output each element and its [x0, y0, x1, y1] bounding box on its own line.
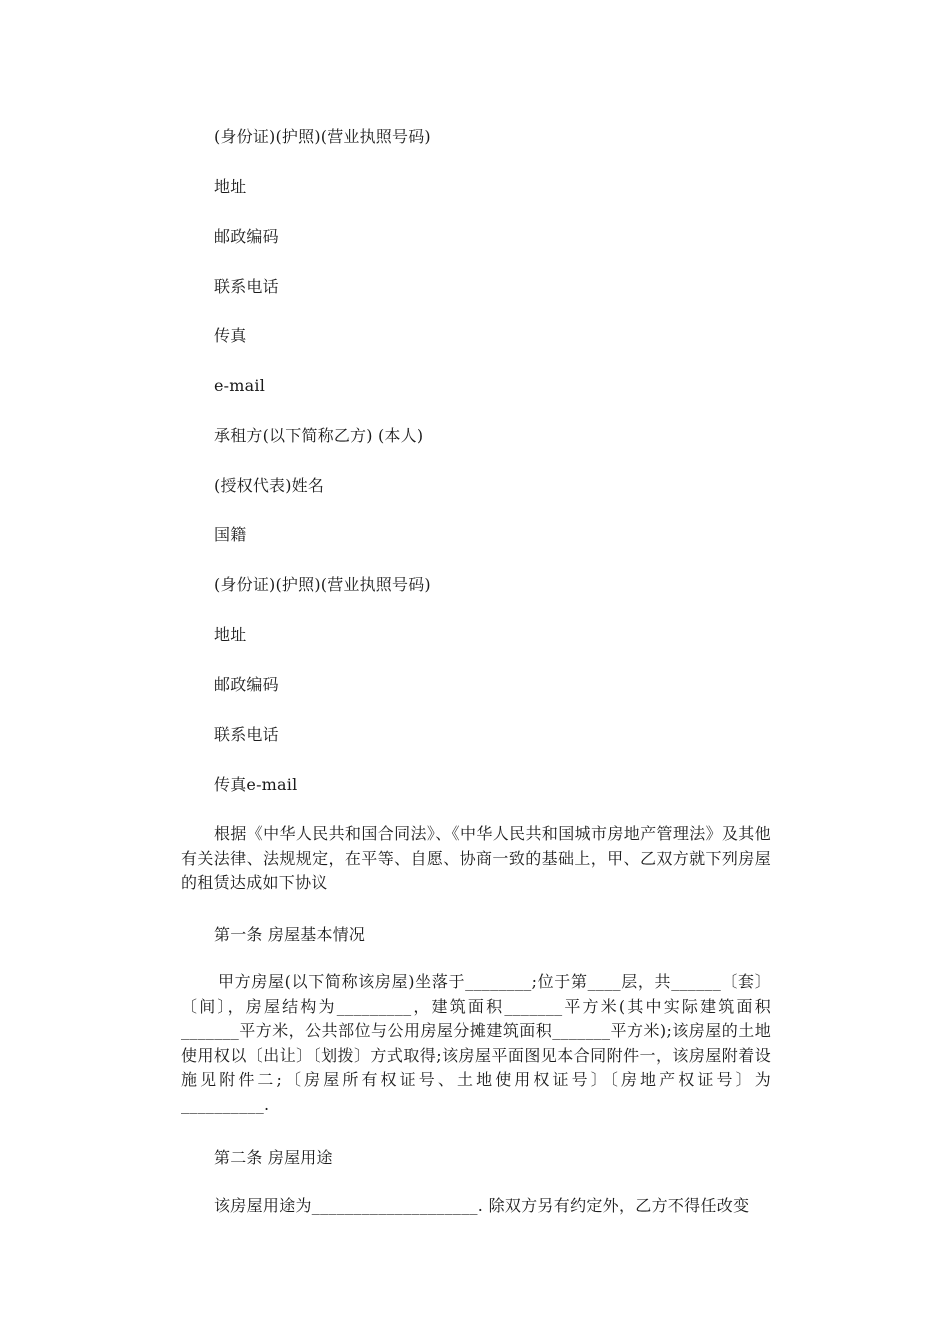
lessor-phone-line: 联系电话 — [214, 277, 279, 296]
lessee-fax-email-line: 传真e-mail — [214, 775, 298, 794]
article-2-body: 该房屋用途为____________________. 除双方另有约定外，乙方不得任改变 — [214, 1196, 750, 1215]
lessor-postcode-line: 邮政编码 — [214, 227, 279, 246]
lessee-party-line: 承租方(以下简称乙方) (本人) — [214, 426, 424, 445]
lessee-name-line: (授权代表)姓名 — [214, 476, 325, 495]
lessor-email-line: e-mail — [214, 376, 266, 395]
lessee-phone-line: 联系电话 — [214, 725, 279, 744]
lessor-fax-line: 传真 — [214, 326, 247, 345]
preamble-paragraph: 根据《中华人民共和国合同法》、《中华人民共和国城市房地产管理法》及其他有关法律、法规规定，在平等、自愿、协商一致的基础上，甲、乙双方就下列房屋的租赁达成如下协议 — [181, 824, 771, 892]
lessee-postcode-line: 邮政编码 — [214, 675, 279, 694]
lessor-address-line: 地址 — [214, 177, 247, 196]
article-1-heading: 第一条 房屋基本情况 — [214, 925, 366, 944]
lessee-nationality-line: 国籍 — [214, 525, 247, 544]
article-1-body: 甲方房屋(以下简称该房屋)坐落于________;位于第____层，共______〔套〕〔间〕，房屋结构为_________，建筑面积_______平方米(其中实际建筑面积_______平方米，公共部位与公用房屋分摊建筑面积_______平方米);该房屋的土地使用权以〔出让〕〔划拨〕方式取得;该房屋平面图见本合同附件一，该房屋附着设施见附件二;〔房屋所有权证号、土地使用权证号〕〔房地产权证号〕为__________. — [181, 972, 771, 1114]
lessee-address-line: 地址 — [214, 625, 247, 644]
article-2-heading: 第二条 房屋用途 — [214, 1148, 333, 1167]
lessee-id-line: (身份证)(护照)(营业执照号码) — [214, 575, 431, 594]
lessor-id-line: (身份证)(护照)(营业执照号码) — [214, 127, 431, 146]
